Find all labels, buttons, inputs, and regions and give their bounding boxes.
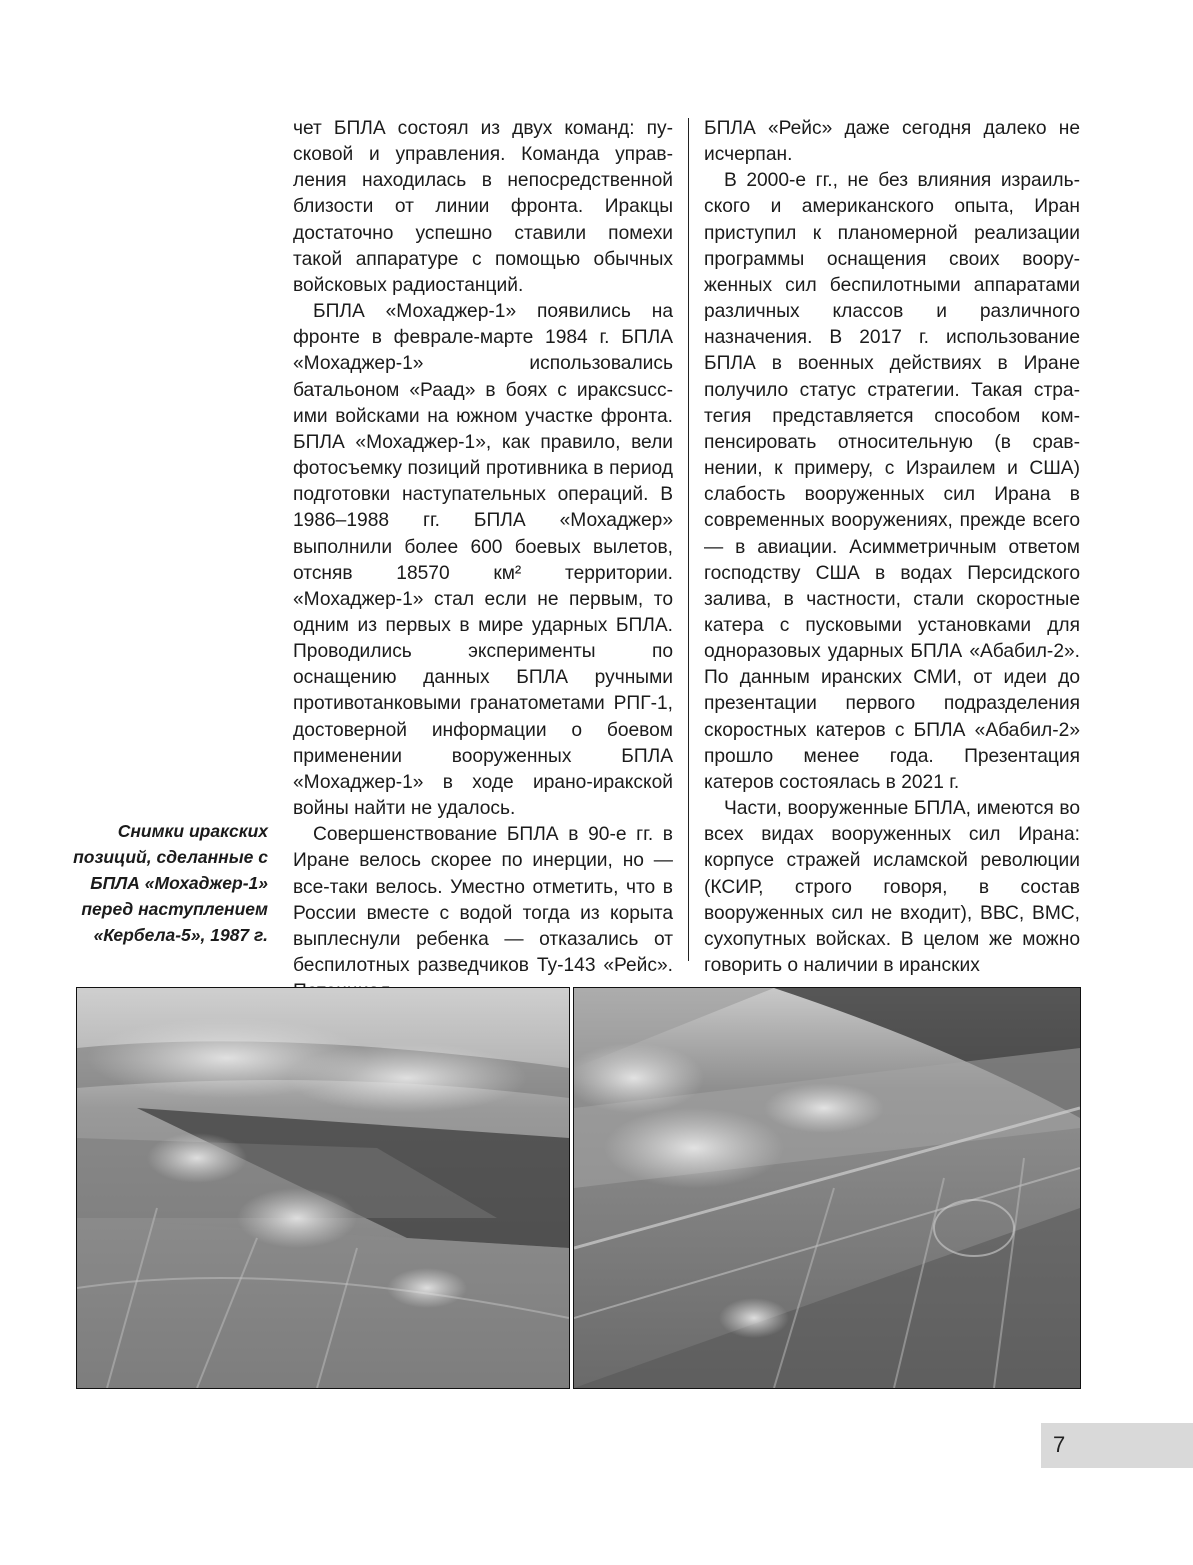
column-divider — [688, 118, 689, 961]
page-number: 7 — [1053, 1432, 1066, 1457]
paragraph: Совершенствование БПЛА в 90-е гг. в Иране велось скорее по инерции, но — все-таки велось. Уместно отметить, что в России вместе с водой тогда из корыта выплеснули ребенка — отказались от беспилотных разведчиков Ту-143 «Рейс». — [293, 824, 673, 976]
aerial-photo-left — [76, 987, 570, 1389]
paragraph: БПЛА «Мохаджер-1» появились на фронте в феврале-марте 1984 г. БПЛА «Мохаджер-1» использовались батальоном «Раад» в боях с ираксsuccими войсками на южном участке фронта. БПЛА «Мохаджер-1», как правило, вели фотосъемку позиций противника в период подготовки наступательных операций. В 1986–1988 гг. БПЛА «Мохаджер» выполнили более 600 боевых вылетов, отсняв 18570 км² территории. «Мохаджер-1» стал если не первым, то одним из первых в мире ударных БПЛА. Проводились эксперименты по оснащению данных БПЛА ручными противотанковыми гранатометами РПГ-1, достоверной информации о боевом применении вооруженных БПЛА «Мохаджер-1» в ходе ирано-иракской войны найти не удалось. — [293, 301, 673, 820]
paragraph: В 2000-е гг., не без влияния израильского и американского опыта, Иран приступил к планомерной реализации программы оснащения своих вооруженных сил беспилотными аппаратами различных классов и различного назначения. В 2017 г. использование БПЛА в военных действиях в Иране получило статус стратегии. Такая стратегия представляется способом компенсировать относительную (в сравнении, к примеру, с Израилем и США) слабость вооруженных сил Ирана в современных вооружениях, прежде всего — в авиации. Асимметричным ответом господству США в водах Персидского залива, в частности, стали скоростные катера с пусковыми установками для одноразовых ударных БПЛА «Абабил-2». По данным иранских СМИ, от идеи до презентации первого подразделения скоростных катеров с БПЛА «Абабил-2» прошло менее года. Презентация катеров состоялась в 2021 г. — [704, 170, 1080, 793]
photo-caption: Снимки иракских позиций, сделанные с БПЛА «Мохаджер-1» перед наступлением «Кербела-5», 1987 г. — [73, 821, 268, 945]
paragraph: чет БПЛА состоял из двух команд: пусковой и управления. Команда управления находилась в непосредственной близости от линии фронта. Иракцы достаточно успешно ставили помехи такой аппаратуре с помощью обычных войсковых радиостанций. — [293, 118, 673, 296]
paragraph: Части, вооруженные БПЛА, имеются во всех видах вооруженных сил Ирана: корпусе стражей исламской революции (КСИР, строго говоря, в состав вооруженных сил не входит), ВВС, ВМС, сухопутных войсках. В целом же можно говорить о наличии в иранских — [704, 798, 1080, 976]
text-column-left — [293, 116, 673, 1005]
aerial-photo-right — [573, 987, 1081, 1389]
page-number-tab — [1041, 1423, 1193, 1468]
paragraph: БПЛА «Рейс» даже сегодня далеко не исчерпан. — [704, 118, 1080, 166]
text-column-right — [704, 116, 1080, 979]
